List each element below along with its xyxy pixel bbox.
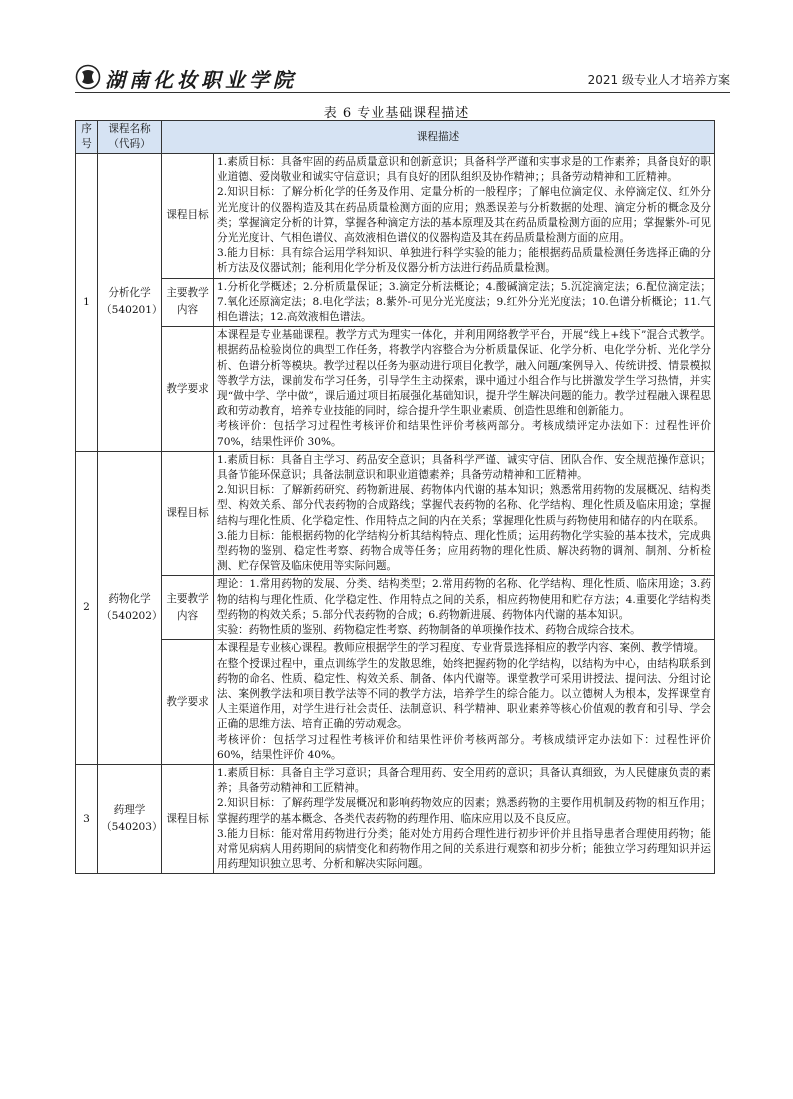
section-description <box>214 278 715 327</box>
table-body <box>76 154 715 874</box>
course-number: 1 <box>76 154 98 452</box>
section-label-line1: 课程目标 <box>166 209 209 222</box>
header-no: 序 号 <box>76 121 98 154</box>
section-description <box>214 764 715 873</box>
course-number: 3 <box>76 764 98 873</box>
section-description <box>214 154 715 279</box>
course-name-cell <box>98 154 162 452</box>
description-paragraph: 1.素质目标：具备自主学习、药品安全意识；具备科学严谨、诚实守信、团队合作、安全规范操作意识；具备节能环保意识；具备法制意识和职业道德素养；具备劳动精神和工匠精神。 <box>217 453 711 482</box>
course-number: 2 <box>76 451 98 764</box>
table-row <box>76 451 715 576</box>
course-table <box>75 120 715 874</box>
school-logo-icon <box>75 64 101 90</box>
course-code: （540203） <box>101 821 163 834</box>
school-name: 湖南化妆职业学院 <box>105 68 297 92</box>
description-paragraph: 1.素质目标：具备自主学习意识；具备合理用药、安全用药的意识；具备认真细致，为人民健康负责的素养；具备劳动精神和工匠精神。 <box>217 766 711 795</box>
description-paragraph: 3.能力目标：能对常用药物进行分类；能对处方用药合理性进行初步评价并且指导患者合理使用药物；能对常见病病人用药期间的病情变化和药物作用之间的关系进行观察和初步分析；能独立学习药理知识并运用药理知识独立思考、分析和解决实际问题。 <box>217 827 711 871</box>
section-label-line1: 主要教学 <box>166 287 209 300</box>
section-label-line1: 主要教学 <box>166 592 209 605</box>
section-description <box>214 451 715 576</box>
description-paragraph: 2.知识目标：了解新药研究、药物新进展、药物体内代谢的基本知识；熟悉常用药物的发展概况、结构类型、构效关系、部分代表药物的合成路线；掌握代表药物的名称、化学结构、理化性质及临床用途；掌握结构与理化性质、化学稳定性、作用特点之间的内在关系；掌握理化性质与药物使用和储存的内在联系。 <box>217 484 711 527</box>
page-header <box>75 62 730 92</box>
section-label-line1: 教学要求 <box>166 382 209 395</box>
description-paragraph: 1.分析化学概述；2.分析质量保证；3.滴定分析法概论；4.酸碱滴定法；5.沉淀滴定法；6.配位滴定法；7.氧化还原滴定法；8.电化学法；8.紫外-可见分光光度法；9.红外分光光度法；10.色谱分析概论；11.气相色谱法；12.高效液相色谱法。 <box>217 280 711 324</box>
header-divider <box>75 92 730 93</box>
section-label <box>162 764 214 873</box>
section-label-line1: 课程目标 <box>166 812 209 825</box>
description-paragraph: 3.能力目标：能根据药物的化学结构分析其结构特点、理化性质；运用药物化学实验的基本技术，完成典型药物的鉴别、稳定性考察、药物合成等任务；应用药物的理化性质、解决药物的调剂、制剂、分析检测、贮存保管及临床使用等实际问题。 <box>217 529 711 573</box>
description-paragraph: 3.能力目标：具有综合运用学科知识、单独进行科学实验的能力；能根据药品质量检测任务选择正确的分析方法及仪器试剂；能利用化学分析及仪器分析方法进行药品质量检测。 <box>217 247 711 275</box>
section-label <box>162 576 214 640</box>
section-label-line1: 教学要求 <box>166 695 209 708</box>
table-title: 表 6 专业基础课程描述 <box>323 106 470 121</box>
section-label-line1: 课程目标 <box>166 507 209 520</box>
section-label <box>162 278 214 327</box>
table-row <box>76 640 715 765</box>
table-row <box>76 278 715 327</box>
section-label <box>162 451 214 576</box>
table-row <box>76 764 715 873</box>
section-label-line2: 内容 <box>176 609 199 622</box>
course-name-cell <box>98 451 162 764</box>
course-code: （540201） <box>101 304 163 317</box>
course-name: 药理学 <box>113 804 146 817</box>
plan-title: 2021 级专业人才培养方案 <box>587 73 730 87</box>
description-paragraph: 2.知识目标：了解分析化学的任务及作用、定量分析的一般程序；了解电位滴定仪、永停滴定仪、红外分光光度计的仪器构造及其在药品质量检测方面的应用；熟悉误差与分析数据的处理、滴定分析的概念及分类；掌握滴定分析的计算，掌握各种滴定方法的基本原理及其在药品质量检测方面的应用；掌握紫外-可见分光光度计、气相色谱仪、高效液相色谱仪的仪器构造及其在药品质量检测方面的应用。 <box>217 186 711 245</box>
section-description <box>214 640 715 765</box>
course-code: （540202） <box>101 609 163 622</box>
description-paragraph: 理论：1.常用药物的发展、分类、结构类型；2.常用药物的名称、化学结构、理化性质、临床用途；3.药物的结构与理化性质、化学稳定性、作用特点之间的关系，相应药物使用和贮存方法；4.重要化学结构类型药物的构效关系；5.部分代表药物的合成；6.药物新进展、药物体内代谢的基本知识。 <box>217 578 711 621</box>
course-name: 分析化学 <box>108 287 151 300</box>
section-label-line2: 内容 <box>176 304 199 317</box>
table-header-row <box>76 121 715 154</box>
description-paragraph: 本课程是专业基础课程。教学方式为理实一体化，并利用网络教学平台，开展“线上+线下”混合式教学。根据药品检验岗位的典型工作任务，将教学内容整合为分析质量保证、化学分析、电化学分析、光化学分析、色谱分析等模块。教学过程以任务为驱动进行项目化教学，融入问题/案例导入、传统讲授、情景模拟等教学方法，课前发布学习任务，引导学生主动探索，课中通过小组合作与比拼激发学生学习热情，并实现“做中学、学中做”，课后通过项目拓展强化基础知识，提升学生解决问题的能力。教学过程融入课程思政和劳动教育，培养专业技能的同时，综合提升学生职业素质、创造性思维和创新能力。 <box>217 329 711 418</box>
description-paragraph: 在整个授课过程中，重点训练学生的发散思维，始终把握药物的化学结构，以结构为中心，由结构联系到药物的命名、性质、稳定性、构效关系、制备、体内代谢等。课堂教学可采用讲授法、提问法、分组讨论法、案例教学法和项目教学法等不同的教学方法，培养学生的综合能力。以立德树人为根本，发挥课堂育人主渠道作用，对学生进行社会责任、法制意识、科学精神、职业素养等核心价值观的教育和引导、学会正确的思维方法、培育正确的劳动观念。 <box>217 657 711 731</box>
section-description <box>214 576 715 640</box>
description-paragraph: 2.知识目标：了解药理学发展概况和影响药物效应的因素；熟悉药物的主要作用机制及药物的相互作用；掌握药理学的基本概念、各类代表药物的药理作用、临床应用以及不良反应。 <box>217 797 711 825</box>
description-paragraph: 实验：药物性质的鉴别、药物稳定性考察、药物制备的单项操作技术、药物合成综合技术。 <box>217 624 641 637</box>
description-paragraph: 1.素质目标：具备牢固的药品质量意识和创新意识；具备科学严谨和实事求是的工作素养；具备良好的职业道德、爱岗敬业和诚实守信意识；具有良好的团队组织及协作精神；；具备劳动精神和工匠精神。 <box>217 156 711 184</box>
table-row <box>76 154 715 279</box>
description-paragraph: 本课程是专业核心课程。教师应根据学生的学习程度、专业背景选择相应的教学内容、案例、教学情境。 <box>217 642 705 655</box>
section-description <box>214 327 715 452</box>
course-name: 药物化学 <box>108 592 151 605</box>
header-description: 课程描述 <box>162 121 715 154</box>
section-label <box>162 640 214 765</box>
header-course-name: 课程名称 （代码） <box>98 121 162 154</box>
section-label <box>162 154 214 279</box>
table-row <box>76 576 715 640</box>
table-row <box>76 327 715 452</box>
description-paragraph: 考核评价：包括学习过程性考核评价和结果性评价考核两部分。考核成绩评定办法如下：过程性评价 70%，结果性评价 30%。 <box>217 420 711 448</box>
course-name-cell <box>98 764 162 873</box>
section-label <box>162 327 214 452</box>
description-paragraph: 考核评价：包括学习过程性考核评价和结果性评价考核两部分。考核成绩评定办法如下：过程性评价 60%，结果性评价 40%。 <box>217 733 711 761</box>
